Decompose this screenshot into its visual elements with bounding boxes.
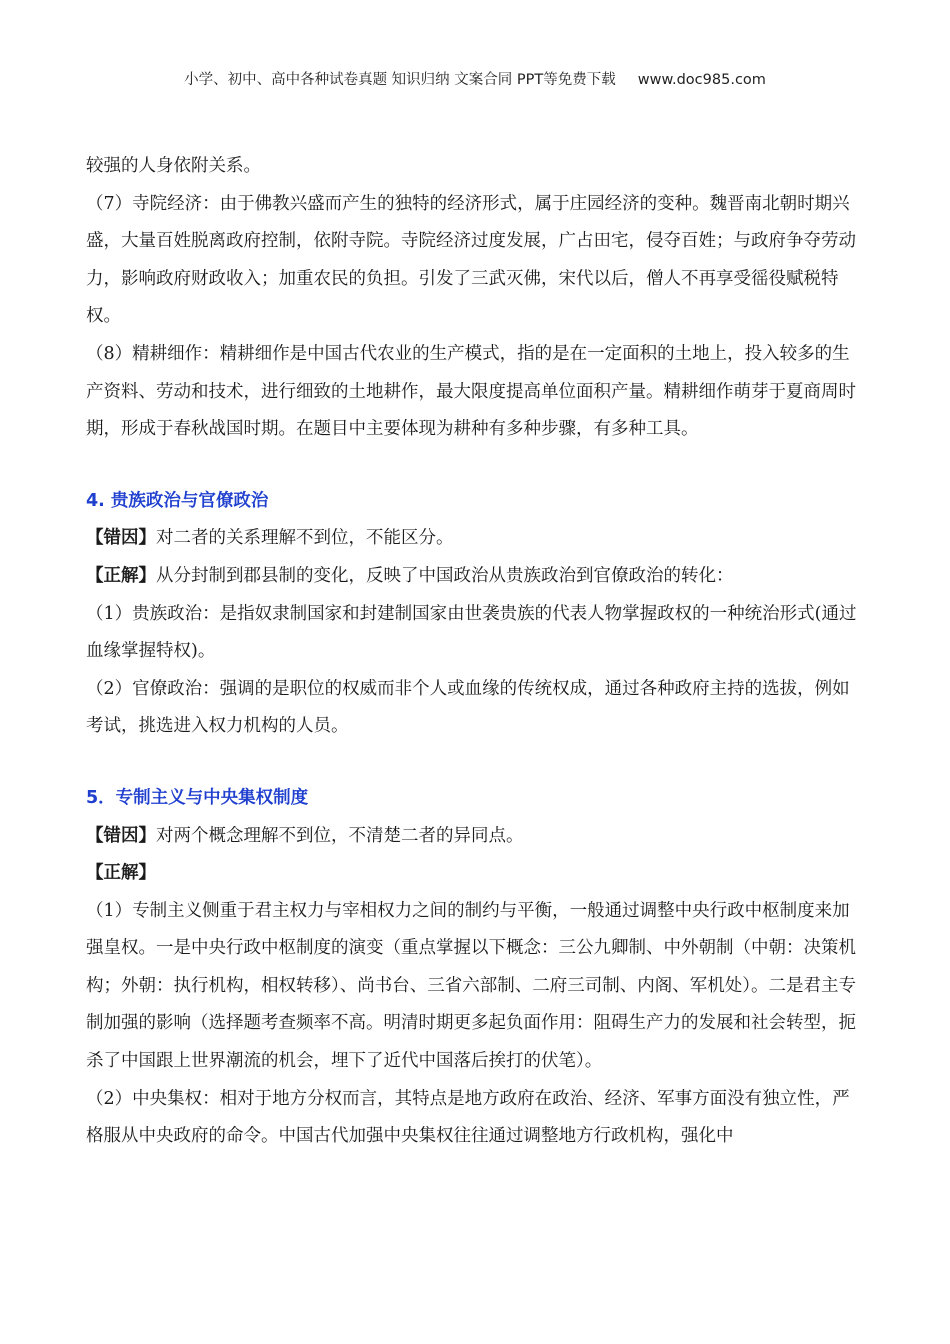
section-5-item-2: （2）中央集权：相对于地方分权而言，其特点是地方政府在政治、经济、军事方面没有独立性，严格服从中央政府的命令。中国古代加强中央集权往往通过调整地方行政机构，强化中 [86, 1088, 850, 1147]
header-site-url[interactable]: www.doc985.com [637, 72, 766, 88]
error-cause-tag: 【错因】 [86, 825, 156, 846]
section-4-error-cause [86, 520, 864, 558]
section-5-item-1: （1）专制主义侧重于君主权力与宰相权力之间的制约与平衡，一般通过调整中央行政中枢制度来加强皇权。一是中央行政中枢制度的演变（重点掌握以下概念：三公九卿制、中外朝制（中朝：决策机构；外朝：执行机构，相权转移）、尚书台、三省六部制、二府三司制、内阁、军机处）。二是君主专制加强的影响（选择题考查频率不高。明清时期更多起负面作用：阻碍生产力的发展和社会转型，扼杀了中国跟上世界潮流的机会，埋下了近代中国落后挨打的伏笔）。 [86, 900, 856, 1072]
section-5-heading: 5．专制主义与中央集权制度 [86, 787, 309, 808]
header-tagline: 小学、初中、高中各种试卷真题 知识归纳 文案合同 PPT等免费下载 [184, 72, 616, 88]
section-5-error-cause [86, 818, 864, 856]
correct-answer-tag: 【正解】 [86, 565, 156, 586]
error-cause-text: 对二者的关系理解不到位，不能区分。 [156, 528, 454, 549]
section-4-item-1: （1）贵族政治：是指奴隶制国家和封建制国家由世袭贵族的代表人物掌握政权的一种统治形式(通过血缘掌握特权)。 [86, 603, 857, 662]
paragraph-continuation: 较强的人身依附关系。 [86, 156, 261, 176]
section-4-item-2: （2）官僚政治：强调的是职位的权威而非个人或血缘的传统权成，通过各种政府主持的选拔，例如考试，挑选进入权力机构的人员。 [86, 678, 850, 737]
section-gap [86, 746, 864, 780]
correct-answer-tag: 【正解】 [86, 863, 156, 884]
page-header [0, 68, 950, 89]
paragraph-intensive-farming: （8）精耕细作：精耕细作是中国古代农业的生产模式，指的是在一定面积的土地上，投入较多的生产资料、劳动和技术，进行细致的土地耕作，最大限度提高单位面积产量。精耕细作萌芽于夏商周时期，形成于春秋战国时期。在题目中主要体现为耕种有多种步骤，有多种工具。 [86, 343, 856, 440]
section-gap [86, 449, 864, 483]
error-cause-tag: 【错因】 [86, 528, 156, 549]
section-4-correct-answer [86, 558, 864, 596]
section-4-heading: 4. 贵族政治与官僚政治 [86, 490, 269, 511]
correct-answer-text: 从分封制到郡县制的变化，反映了中国政治从贵族政治到官僚政治的转化： [156, 565, 734, 586]
section-5-correct-answer [86, 855, 864, 893]
paragraph-temple-economy: （7）寺院经济：由于佛教兴盛而产生的独特的经济形式，属于庄园经济的变种。魏晋南北朝时期兴盛，大量百姓脱离政府控制，依附寺院。寺院经济过度发展，广占田宅，侵夺百姓；与政府争夺劳动力，影响政府财政收入；加重农民的负担。引发了三武灭佛，宋代以后，僧人不再享受徭役赋税特权。 [86, 193, 856, 327]
document-body [86, 148, 864, 1156]
error-cause-text: 对两个概念理解不到位，不清楚二者的异同点。 [156, 825, 524, 846]
